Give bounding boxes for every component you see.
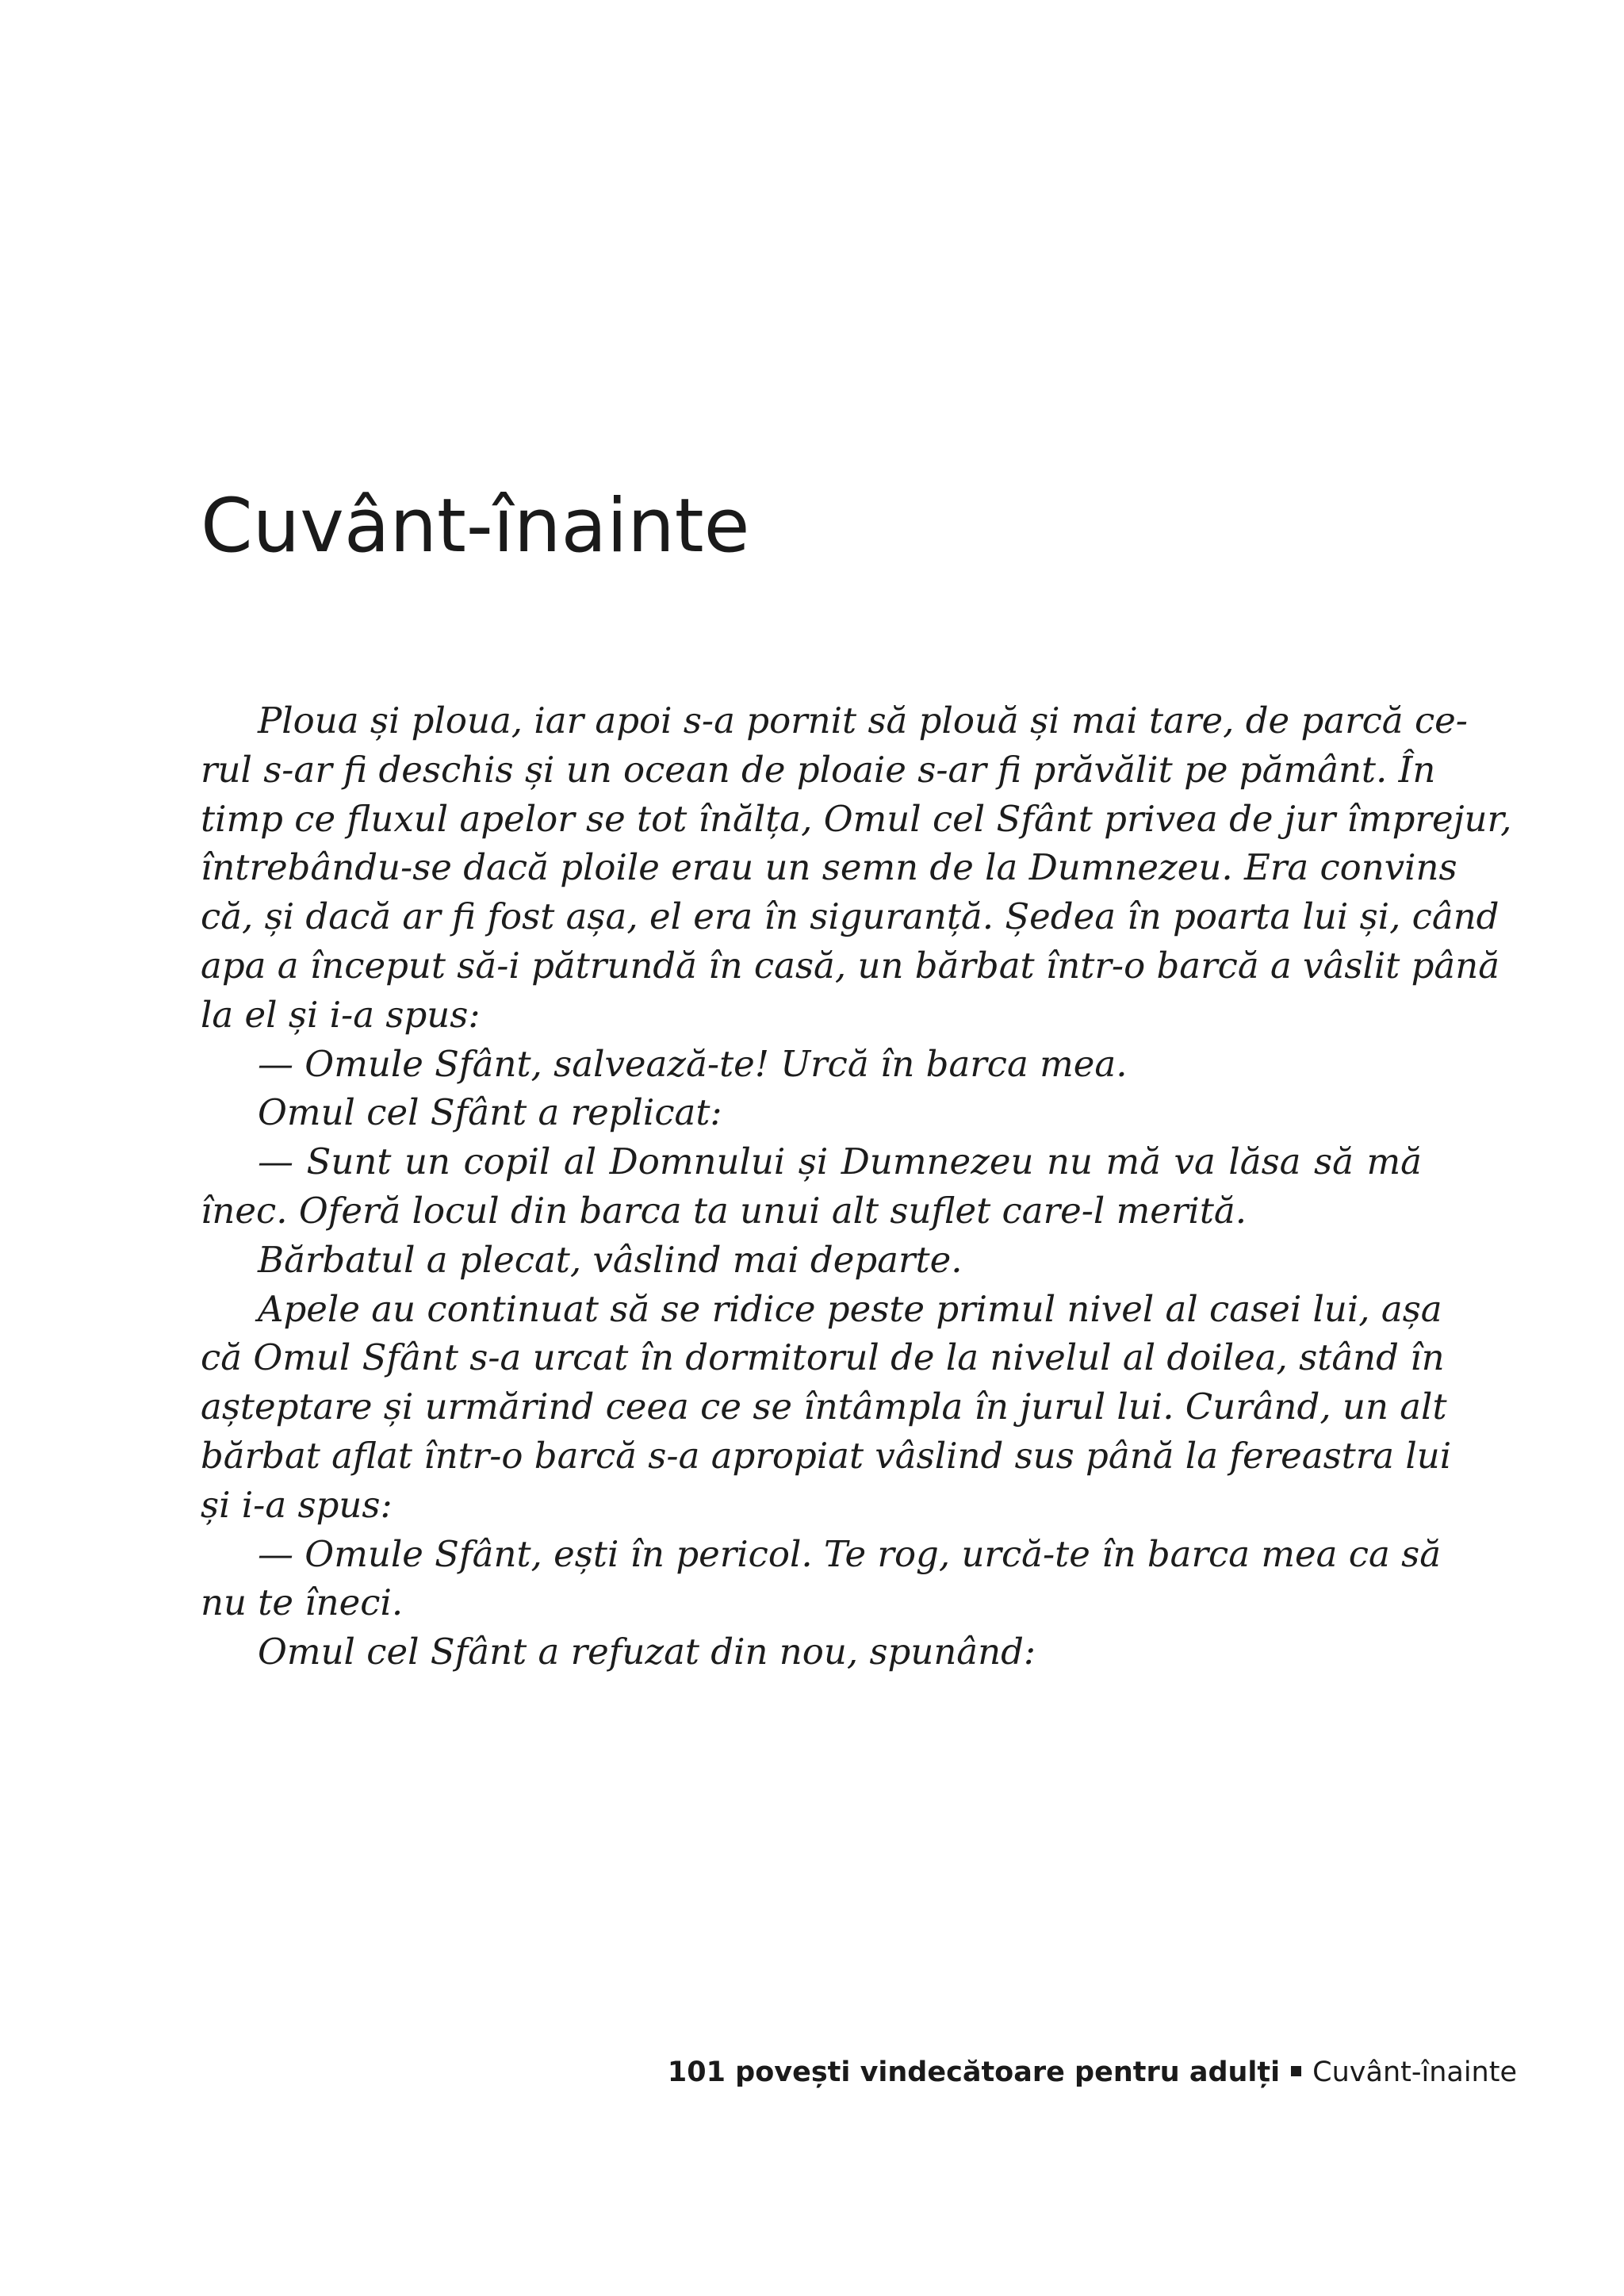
- paragraph-line: apa a început să-i pătrundă în casă, un bărbat într-o barcă a vâslit până: [201, 944, 1500, 987]
- paragraph-line: la el și i-a spus:: [201, 993, 481, 1036]
- chapter-title: Cuvânt-înainte: [201, 483, 750, 569]
- paragraph-line: nu te îneci.: [201, 1581, 404, 1624]
- footer-section-title: Cuvânt-înainte: [1312, 2056, 1517, 2088]
- paragraph-line: — Omule Sfânt, salvează-te! Urcă în barca mea.: [258, 1042, 1128, 1085]
- paragraph-line: — Sunt un copil al Domnului și Dumnezeu nu mă va lăsa să mă: [258, 1140, 1422, 1183]
- paragraph-line: timp ce fluxul apelor se tot înălța, Omul cel Sfânt privea de jur împrejur,: [201, 797, 1512, 840]
- body-text: [201, 696, 1512, 1677]
- paragraph-line: Apele au continuat să se ridice peste primul nivel al casei lui, așa: [258, 1287, 1442, 1330]
- paragraph-line: că Omul Sfânt s-a urcat în dormitorul de la nivelul al doilea, stând în: [201, 1336, 1445, 1379]
- paragraph-line: Ploua și ploua, iar apoi s-a pornit să plouă și mai tare, de parcă ce-: [258, 700, 1468, 742]
- paragraph-line: Omul cel Sfânt a replicat:: [258, 1091, 722, 1134]
- paragraph-line: bărbat aflat într-o barcă s-a apropiat vâslind sus până la fereastra lui: [201, 1434, 1452, 1477]
- page-footer: [668, 2056, 1517, 2089]
- paragraph-line: că, și dacă ar fi fost așa, el era în siguranță. Ședea în poarta lui și, când: [201, 895, 1500, 938]
- paragraph-line: Omul cel Sfânt a refuzat din nou, spunând:: [258, 1631, 1036, 1673]
- footer-book-title: 101 povești vindecătoare pentru adulți: [667, 2056, 1281, 2088]
- paragraph-line: așteptare și urmărind ceea ce se întâmpla în jurul lui. Curând, un alt: [201, 1386, 1447, 1428]
- paragraph-line: Bărbatul a plecat, vâslind mai departe.: [258, 1238, 963, 1281]
- paragraph-line: înec. Oferă locul din barca ta unui alt suflet care-l merită.: [201, 1189, 1247, 1232]
- paragraph-line: rul s-ar fi deschis și un ocean de ploaie s-ar fi prăvălit pe pământ. În: [201, 748, 1436, 791]
- square-bullet-icon: [1291, 2066, 1301, 2076]
- paragraph-line: și i-a spus:: [201, 1483, 393, 1526]
- paragraph-line: — Omule Sfânt, ești în pericol. Te rog, urcă-te în barca mea ca să: [258, 1532, 1442, 1575]
- paragraph-line: întrebându-se dacă ploile erau un semn de la Dumnezeu. Era convins: [201, 846, 1457, 889]
